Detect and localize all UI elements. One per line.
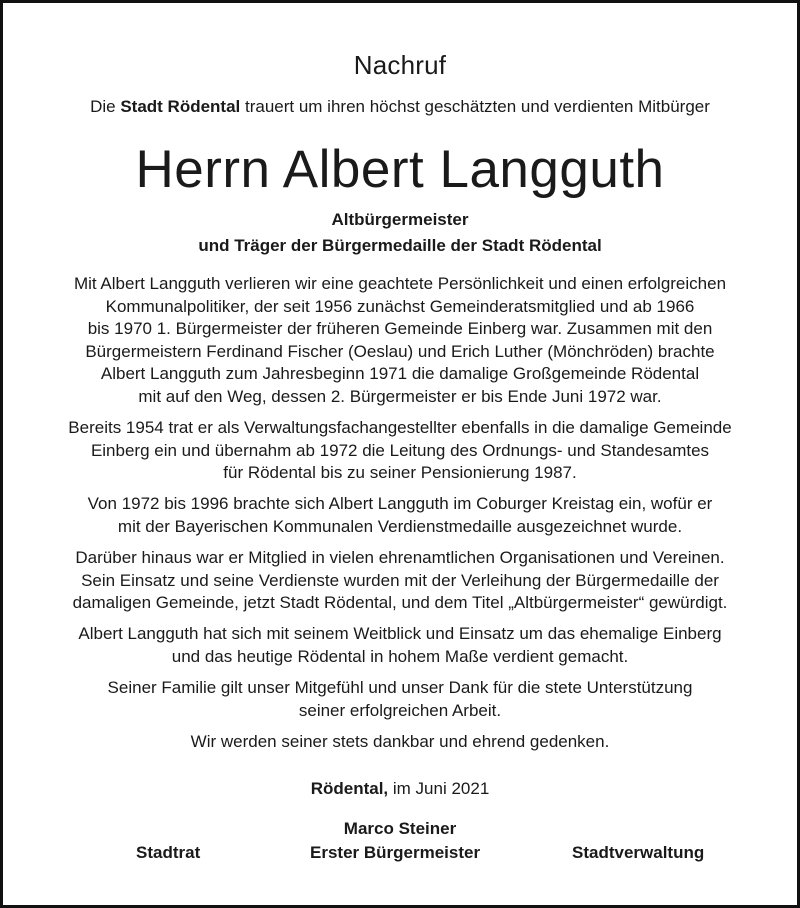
paragraph-closing	[33, 731, 767, 754]
paragraph-family	[33, 677, 767, 722]
place-date-text: im Juni 2021	[388, 779, 490, 798]
signature-mayor-title: Erster Bürgermeister	[310, 843, 481, 862]
paragraph-line: Von 1972 bis 1996 brachte sich Albert Langguth im Coburger Kreistag ein, wofür er	[87, 494, 713, 513]
paragraph-line: Kommunalpolitiker, der seit 1956 zunächst Gemeinderatsmitglied und ab 1966	[105, 296, 695, 316]
paragraph-line: Seiner Familie gilt unser Mitgefühl und unser Dank für die stete Unterstützung	[107, 678, 693, 697]
paragraph-line: Bereits 1954 trat er als Verwaltungsfachangestellter ebenfalls in die damalige Gemeinde	[68, 418, 732, 437]
intro-prefix: Die	[90, 97, 121, 116]
paragraph-merit	[33, 623, 767, 668]
paragraph-line: Mit Albert Langguth verlieren wir eine geachtete Persönlichkeit und einen erfolgreichen	[73, 274, 727, 293]
paragraph-line: Albert Langguth zum Jahresbeginn 1971 die damalige Großgemeinde Rödental	[100, 364, 700, 384]
place-city: Rödental,	[310, 779, 389, 798]
signatory-name: Marco Steiner	[343, 819, 457, 838]
paragraph-kreistag	[33, 493, 767, 538]
paragraph-line: Sein Einsatz und seine Verdienste wurden mit der Verleihung der Bürgermedaille der	[81, 570, 719, 590]
paragraph-career	[33, 273, 767, 409]
paragraph-line: seiner erfolgreichen Arbeit.	[298, 700, 502, 720]
title-line: Altbürgermeister	[331, 210, 469, 229]
paragraph-line: bis 1970 1. Bürgermeister der früheren Gemeinde Einberg war. Zusammen mit den	[87, 319, 713, 339]
paragraph-line: damaligen Gemeinde, jetzt Stadt Rödental, und dem Titel „Altbürgermeister“ gewürdigt.	[72, 593, 728, 613]
honorary-titles	[33, 207, 767, 259]
paragraph-line: Bürgermeistern Ferdinand Fischer (Oeslau) und Erich Luther (Mönchröden) brachte	[85, 341, 715, 361]
paragraph-line: Darüber hinaus war er Mitglied in vielen ehrenamtlichen Organisationen und Vereinen.	[75, 548, 725, 567]
title-line: und Träger der Bürgermedaille der Stadt Rödental	[198, 236, 602, 255]
obituary-heading: Nachruf	[353, 50, 447, 80]
paragraph-line: für Rödental bis zu seiner Pensionierung 1987.	[223, 463, 577, 483]
paragraph-line: Albert Langguth hat sich mit seinem Weitblick und Einsatz um das ehemalige Einberg	[78, 624, 722, 643]
paragraph-line: und das heutige Rödental in hohem Maße verdient gemacht.	[171, 646, 629, 666]
paragraph-administration	[33, 417, 767, 485]
signature-stadtverwaltung: Stadtverwaltung	[572, 843, 705, 862]
intro-line	[33, 95, 767, 119]
paragraph-volunteer	[33, 547, 767, 615]
intro-city: Stadt Rödental	[120, 97, 241, 116]
paragraph-line: mit der Bayerischen Kommunalen Verdienstmedaille ausgezeichnet wurde.	[117, 516, 683, 536]
place-date	[33, 777, 767, 801]
signature-stadtrat: Stadtrat	[136, 843, 201, 862]
paragraph-line: Einberg ein und übernahm ab 1972 die Leitung des Ordnungs- und Standesamtes	[90, 440, 710, 460]
deceased-name: Herrn Albert Langguth	[135, 140, 665, 199]
paragraph-line: mit auf den Weg, dessen 2. Bürgermeister er bis Ende Juni 1972 war.	[138, 386, 662, 406]
paragraph-line: Wir werden seiner stets dankbar und ehrend gedenken.	[190, 732, 610, 751]
intro-suffix: trauert um ihren höchst geschätzten und verdienten Mitbürger	[240, 97, 710, 116]
